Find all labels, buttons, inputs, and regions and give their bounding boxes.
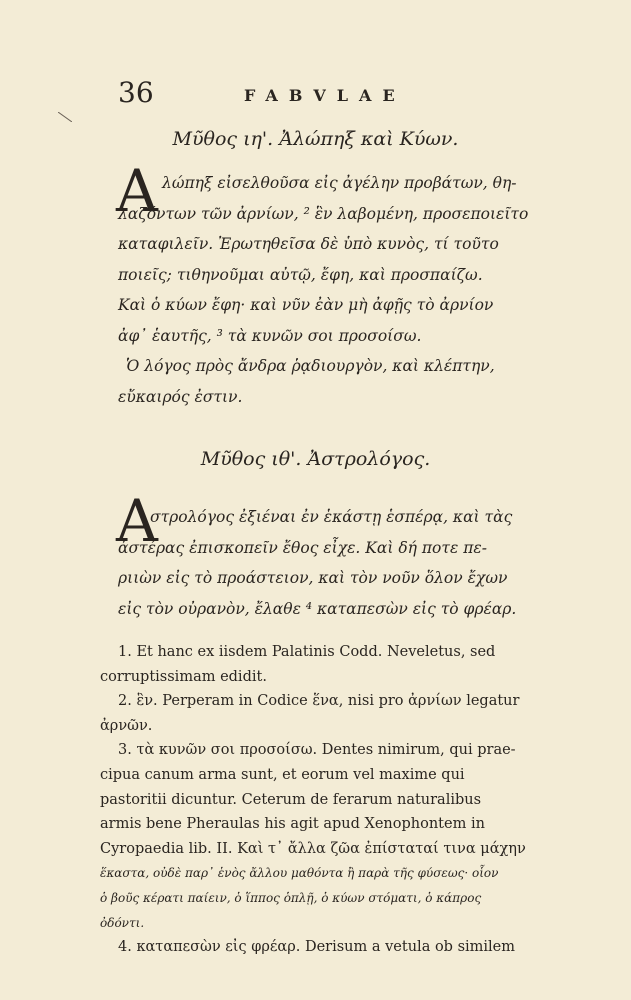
footnote-2-line-2: ἀρνῶν.: [100, 717, 153, 734]
fable-18-line-6: ἀφ᾽ ἑαυτῆς, ³ τὰ κυνῶν σοι προσοίσω.: [118, 326, 422, 345]
fable-19-title: Μῦθος ιθ'. Ἀστρολόγος.: [200, 448, 431, 470]
footnotes: [100, 640, 600, 960]
footnote-3-line-2: cipua canum arma sunt, et eorum vel maxime qui: [100, 766, 465, 783]
fable-18-text: [116, 157, 598, 412]
fable-19-line-3: ριιὼν εἰς τὸ προάστειον, καὶ τὸν νοῦν ὅλον ἔχων: [118, 569, 508, 587]
footnote-3-line-1: 3. τὰ κυνῶν σοι προσοίσω. Dentes nimirum, qui prae-: [118, 742, 516, 759]
running-head: FABVLAE: [244, 86, 406, 105]
fable-18-line-2: λαζόντων τῶν ἀρνίων, ² ἓν λαβομένη, προσεποιεῖτο: [118, 204, 529, 223]
fable-19-line-2: ἀστέρας ἐπισκοπεῖν ἔθος εἶχε. Καὶ δή ποτε πε-: [118, 538, 487, 557]
fable-18-title: Μῦθος ιη'. Ἀλώπηξ καὶ Κύων.: [172, 128, 459, 150]
footnote-3-line-8: ὀδόντι.: [100, 915, 145, 930]
fable-19-text: [116, 487, 598, 624]
fable-18-line-3: καταφιλεῖν. Ἐρωτηθεῖσα δὲ ὑπὸ κυνὸς, τί τοῦτο: [118, 235, 499, 253]
fable-18-dropcap: Α: [116, 157, 158, 225]
footnote-1-line-2: corruptissimam edidit.: [100, 668, 267, 685]
page-corner-mark: [58, 112, 72, 122]
fable-18-line-4: ποιεῖς; τιθηνοῦμαι αὐτῷ, ἔφη, καὶ προσπαίζω.: [118, 265, 483, 284]
fable-18-moral-2: εὔκαιρός ἐστιν.: [118, 387, 243, 406]
footnote-3-line-5: Cyropaedia lib. II. Καὶ τ᾽ ἄλλα ζῶα ἐπίσταταί τινα μάχην: [100, 840, 526, 857]
fable-19-dropcap: Α: [116, 487, 158, 555]
fable-18-moral-1: Ὁ λόγος πρὸς ἄνδρα ῥᾳδιουργὸν, καὶ κλέπτην,: [126, 357, 495, 375]
footnote-1-line-1: 1. Et hanc ex iisdem Palatinis Codd. Neveletus, sed: [118, 644, 496, 660]
fable-19-line-1: στρολόγος ἐξιέναι ἐν ἑκάστῃ ἑσπέρᾳ, καὶ τὰς: [150, 508, 513, 526]
footnote-2-line-1: 2. ἓν. Perperam in Codice ἕνα, nisi pro ἀρνίων legatur: [118, 693, 520, 710]
footnote-3-line-3: pastoritii dicuntur. Ceterum de ferarum naturalibus: [100, 791, 482, 808]
page-number: 36: [118, 76, 154, 109]
fable-18-line-1: λώπηξ εἰσελθοῦσα εἰς ἀγέλην προβάτων, θη-: [162, 174, 517, 192]
fable-18-line-5: Καὶ ὁ κύων ἔφη· καὶ νῦν ἐὰν μὴ ἀφῇς τὸ ἀρνίον: [118, 296, 494, 314]
footnote-4-line-1: 4. καταπεσὼν εἰς φρέαρ. Derisum a vetula ob similem: [118, 939, 516, 956]
footnote-3-line-4: armis bene Pheraulas his agit apud Xenophontem in: [100, 816, 485, 833]
footnote-3-line-7: ὁ βοῦς κέρατι παίειν, ὁ ἵππος ὁπλῇ, ὁ κύων στόματι, ὁ κάπρος: [100, 890, 482, 905]
fable-19-line-4: εἰς τὸν οὐρανὸν, ἔλαθε ⁴ καταπεσὼν εἰς τὸ φρέαρ.: [118, 599, 517, 618]
footnote-3-line-6: ἕκαστα, οὐδὲ παρ᾽ ἑνὸς ἄλλου μαθόντα ἢ παρὰ τῆς φύσεως· οἷον: [100, 866, 499, 881]
page-header: [118, 76, 591, 116]
